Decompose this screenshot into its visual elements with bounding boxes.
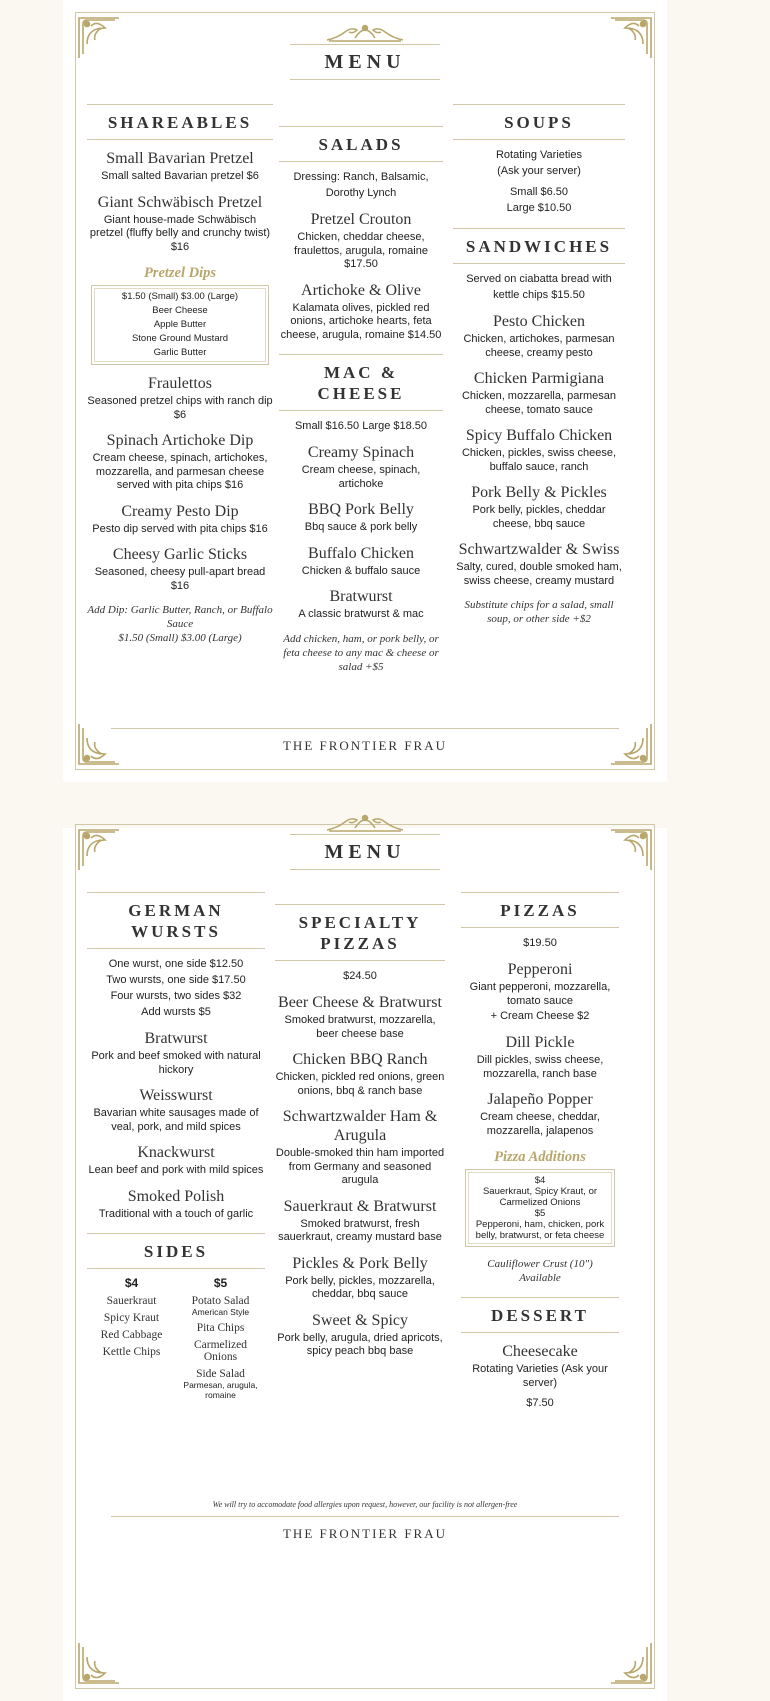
menu-item	[275, 1197, 445, 1245]
menu-item	[453, 312, 625, 360]
sides-column	[87, 1276, 176, 1400]
menu-item	[87, 1187, 265, 1222]
allergy-notice: We will try to accomodate food allergies upon request, however, our facility is not allergen-free	[212, 1500, 518, 1509]
menu-item	[453, 540, 625, 588]
column-soups-sandwiches	[453, 104, 625, 626]
subheading: Pizza Additions	[494, 1149, 586, 1165]
item-description: Chicken, mozzarella, parmesan cheese, tomato sauce	[461, 390, 617, 416]
item-name: Knackwurst	[137, 1144, 215, 1161]
item-name: Cheesy Garlic Sticks	[112, 546, 248, 563]
item-name: BBQ Pork Belly	[308, 501, 414, 518]
info-line: Small $6.50	[509, 186, 569, 198]
info-line: (Ask your server)	[497, 165, 581, 177]
sides-grid	[87, 1276, 265, 1400]
item-name: Sauerkraut & Bratwurst	[283, 1197, 437, 1215]
menu-item	[461, 960, 619, 1008]
section-heading: PIZZAS	[461, 892, 619, 928]
item-description: Chicken, pickles, swiss cheese, buffalo sauce, ranch	[461, 447, 617, 473]
item-name: Creamy Pesto Dip	[121, 502, 239, 520]
corner-ornament-icon	[77, 1641, 123, 1687]
item-description: Pork belly, pickles, mozzarella, cheddar, bbq sauce	[285, 1274, 435, 1300]
subheading: Pretzel Dips	[143, 265, 217, 281]
menu-item	[275, 1107, 445, 1188]
addons-box	[465, 1169, 615, 1247]
item-description: Lean beef and pork with mild spices	[88, 1164, 264, 1176]
item-description: Pesto dip served with pita chips $16	[92, 522, 268, 535]
item-name: Bratwurst	[144, 1030, 208, 1047]
menu-item	[87, 1143, 265, 1178]
info-line: $24.50	[343, 970, 377, 982]
side-item-note: American Style	[191, 1307, 250, 1317]
addon-line: Stone Ground Mustard	[131, 333, 229, 344]
menu-item	[275, 1050, 445, 1098]
info-line: Add wursts $5	[141, 1006, 211, 1018]
menu-item	[461, 1090, 619, 1138]
column-salads-mac	[279, 126, 443, 674]
section-heading: SIDES	[87, 1233, 265, 1269]
item-description: Traditional with a touch of garlic	[98, 1207, 254, 1220]
item-description: Cream cheese, spinach, artichoke	[301, 464, 421, 490]
item-name: Small Bavarian Pretzel	[106, 150, 254, 167]
info-line: Two wursts, one side $17.50	[106, 974, 246, 986]
item-name: Pepperoni	[507, 961, 573, 978]
menu-header	[63, 810, 667, 870]
menu-item	[275, 993, 445, 1041]
item-description: Chicken, pickled red onions, green onions, bbq & ranch base	[275, 1071, 445, 1097]
side-item: Red Cabbage	[100, 1329, 163, 1341]
menu-item	[279, 443, 443, 491]
item-description: Pork belly, arugula, dried apricots, spicy peach bbq base	[277, 1331, 443, 1357]
sides-price: $4	[124, 1276, 139, 1290]
menu-item	[279, 544, 443, 579]
info-line: One wurst, one side $12.50	[108, 958, 244, 970]
info-line: Dressing: Ranch, Balsamic, Dorothy Lynch	[293, 171, 429, 199]
info-line: Four wursts, two sides $32	[110, 990, 242, 1002]
item-description: Small salted Bavarian pretzel $6	[101, 170, 259, 182]
item-name: Buffalo Chicken	[308, 544, 414, 562]
item-description: Rotating Varieties (Ask your server)	[472, 1363, 608, 1389]
section-heading: SOUPS	[453, 104, 625, 140]
menu-page-1	[63, 0, 667, 782]
corner-ornament-icon	[607, 1641, 653, 1687]
item-description: Chicken, cheddar cheese, fraulettos, arugula, romaine $17.50	[294, 231, 428, 270]
item-name: Weisswurst	[139, 1087, 213, 1104]
side-item: Potato Salad	[191, 1295, 250, 1307]
note-text: Add chicken, ham, or pork belly, or feta cheese to any mac & cheese or salad +$5	[283, 632, 439, 673]
item-name: Pretzel Crouton	[310, 211, 412, 228]
item-name: Creamy Spinach	[307, 444, 415, 461]
note-text: Cauliflower Crust (10") Available	[487, 1258, 593, 1284]
item-name: Artichoke & Olive	[301, 281, 421, 299]
side-item: Side Salad	[196, 1368, 245, 1380]
addon-line: Apple Butter	[153, 319, 207, 330]
item-description: Double-smoked thin ham imported from Germany and seasoned arugula	[275, 1147, 445, 1186]
menu-item	[87, 1029, 265, 1077]
sides-price: $5	[213, 1276, 228, 1290]
menu-item	[87, 545, 273, 593]
info-line: Served on ciabatta bread with kettle chips $15.50	[466, 273, 612, 301]
column-wursts-sides	[87, 892, 265, 1400]
side-item: Sauerkraut	[106, 1295, 157, 1307]
menu-item	[279, 281, 443, 343]
menu-item	[87, 193, 273, 255]
section-heading: SALADS	[279, 126, 443, 162]
item-description: Bavarian white sausages made of veal, pork, and mild spices	[93, 1107, 259, 1133]
menu-item	[279, 210, 443, 272]
addon-line: $1.50 (Small) $3.00 (Large)	[121, 291, 239, 302]
item-description: Seasoned, cheesy pull-apart bread $16	[94, 566, 266, 592]
item-name: Fraulettos	[148, 375, 212, 392]
sides-column	[176, 1276, 265, 1400]
item-name: Dill Pickle	[505, 1034, 575, 1051]
item-description: Giant pepperoni, mozzarella, tomato sauce	[469, 981, 611, 1007]
item-name: Pickles & Pork Belly	[292, 1254, 428, 1272]
menu-item	[461, 1033, 619, 1081]
section-heading: SPECIALTY PIZZAS	[275, 904, 445, 961]
addon-line: Sauerkraut, Spicy Kraut, or Carmelized Onions	[482, 1186, 598, 1208]
item-name: Spicy Buffalo Chicken	[465, 427, 613, 444]
menu-title: MENU	[290, 44, 440, 80]
menu-item	[275, 1311, 445, 1359]
addon-line: Beer Cheese	[152, 305, 208, 316]
menu-item	[453, 426, 625, 474]
info-line: $19.50	[523, 937, 557, 949]
item-name: Jalapeño Popper	[487, 1091, 593, 1108]
item-description: Chicken, artichokes, parmesan cheese, creamy pesto	[463, 333, 615, 359]
addon-line: Garlic Butter	[153, 347, 207, 358]
item-name: Chicken Parmigiana	[473, 370, 605, 387]
note-extra: Available	[519, 1272, 561, 1284]
item-name: Giant Schwäbisch Pretzel	[97, 193, 263, 211]
addon-line: $5	[534, 1208, 546, 1219]
menu-item	[279, 500, 443, 535]
item-name: Schwartzwalder Ham & Arugula	[282, 1108, 438, 1144]
footer-brand: THE FRONTIER FRAU	[111, 1516, 619, 1542]
footer-brand: THE FRONTIER FRAU	[111, 728, 619, 754]
item-name: Beer Cheese & Bratwurst	[278, 994, 442, 1011]
section-heading: DESSERT	[461, 1297, 619, 1333]
item-description: Salty, cured, double smoked ham, swiss cheese, creamy mustard	[456, 561, 622, 587]
item-description: Chicken & buffalo sauce	[301, 564, 421, 577]
info-line: Rotating Varieties	[495, 149, 582, 161]
side-item: Kettle Chips	[102, 1346, 161, 1358]
menu-header	[63, 20, 667, 80]
menu-item	[87, 431, 273, 493]
item-description: Cream cheese, spinach, artichokes, mozzarella, and parmesan cheese served with pita chips $16	[92, 452, 268, 491]
side-item: Carmelized Onions	[193, 1339, 247, 1363]
section-heading: MAC & CHEESE	[279, 354, 443, 411]
item-name: Sweet & Spicy	[312, 1311, 408, 1329]
menu-item	[87, 374, 273, 422]
addon-line: Pepperoni, ham, chicken, pork belly, bratwurst, or feta cheese	[475, 1219, 605, 1241]
section-heading: SHAREABLES	[87, 104, 273, 140]
side-item: Pita Chips	[196, 1322, 245, 1334]
menu-title: MENU	[290, 834, 440, 870]
item-name: Chicken BBQ Ranch	[292, 1051, 428, 1068]
menu-item	[453, 483, 625, 531]
item-name: Pesto Chicken	[493, 313, 585, 330]
item-name: Cheesecake	[502, 1343, 578, 1360]
item-description: Cream cheese, cheddar, mozzarella, jalapenos	[480, 1111, 600, 1137]
menu-item	[279, 587, 443, 622]
column-shareables	[87, 104, 273, 645]
item-description: Giant house-made Schwäbisch pretzel (fluffy belly and crunchy twist) $16	[89, 213, 271, 253]
scroll-ornament-icon	[325, 810, 405, 832]
note-extra: $1.50 (Small) $3.00 (Large)	[118, 632, 242, 644]
item-name: Smoked Polish	[127, 1187, 225, 1205]
item-description: Pork and beef smoked with natural hickory	[91, 1050, 261, 1076]
item-name: Bratwurst	[329, 588, 393, 605]
column-pizzas-dessert	[461, 892, 619, 1411]
item-description: Bbq sauce & pork belly	[304, 521, 418, 533]
info-line: + Cream Cheese $2	[490, 1010, 590, 1022]
section-heading: SANDWICHES	[453, 228, 625, 264]
item-name: Spinach Artichoke Dip	[106, 432, 254, 449]
menu-item	[275, 1254, 445, 1302]
section-heading: GERMAN WURSTS	[87, 892, 265, 949]
item-description: Pork belly, pickles, cheddar cheese, bbq sauce	[472, 504, 606, 530]
menu-item	[87, 502, 273, 537]
menu-item	[453, 369, 625, 417]
item-description: Smoked bratwurst, mozzarella, beer cheese base	[284, 1014, 436, 1040]
info-line: $7.50	[526, 1397, 554, 1409]
column-specialty-pizzas	[275, 904, 445, 1359]
menu-page-2	[63, 828, 667, 1701]
menu-item	[461, 1342, 619, 1390]
note-text: Substitute chips for a salad, small soup, or other side +$2	[464, 599, 614, 625]
note-text: Add Dip: Garlic Butter, Ranch, or Buffalo Sauce $1.50 (Small) $3.00 (Large)	[87, 604, 273, 644]
side-item: Spicy Kraut	[103, 1312, 160, 1324]
scroll-ornament-icon	[325, 20, 405, 42]
addons-box	[91, 285, 269, 365]
addon-line: $4	[534, 1175, 546, 1186]
item-description: Smoked bratwurst, fresh sauerkraut, creamy mustard base	[278, 1217, 442, 1243]
info-line: Large $10.50	[506, 202, 572, 214]
item-description: Dill pickles, swiss cheese, mozzarella, ranch base	[476, 1054, 604, 1080]
item-description: Seasoned pretzel chips with ranch dip $6	[87, 395, 273, 421]
menu-item	[87, 1086, 265, 1134]
item-description: A classic bratwurst & mac	[298, 608, 424, 620]
side-item-note: Parmesan, arugula, romaine	[183, 1380, 258, 1400]
item-name: Schwartzwalder & Swiss	[458, 541, 620, 558]
menu-item	[87, 149, 273, 184]
item-name: Pork Belly & Pickles	[471, 484, 607, 501]
item-description: Kalamata olives, pickled red onions, artichoke hearts, feta cheese, arugula, romaine $14.50	[280, 301, 442, 341]
info-line: Small $16.50 Large $18.50	[294, 420, 428, 432]
